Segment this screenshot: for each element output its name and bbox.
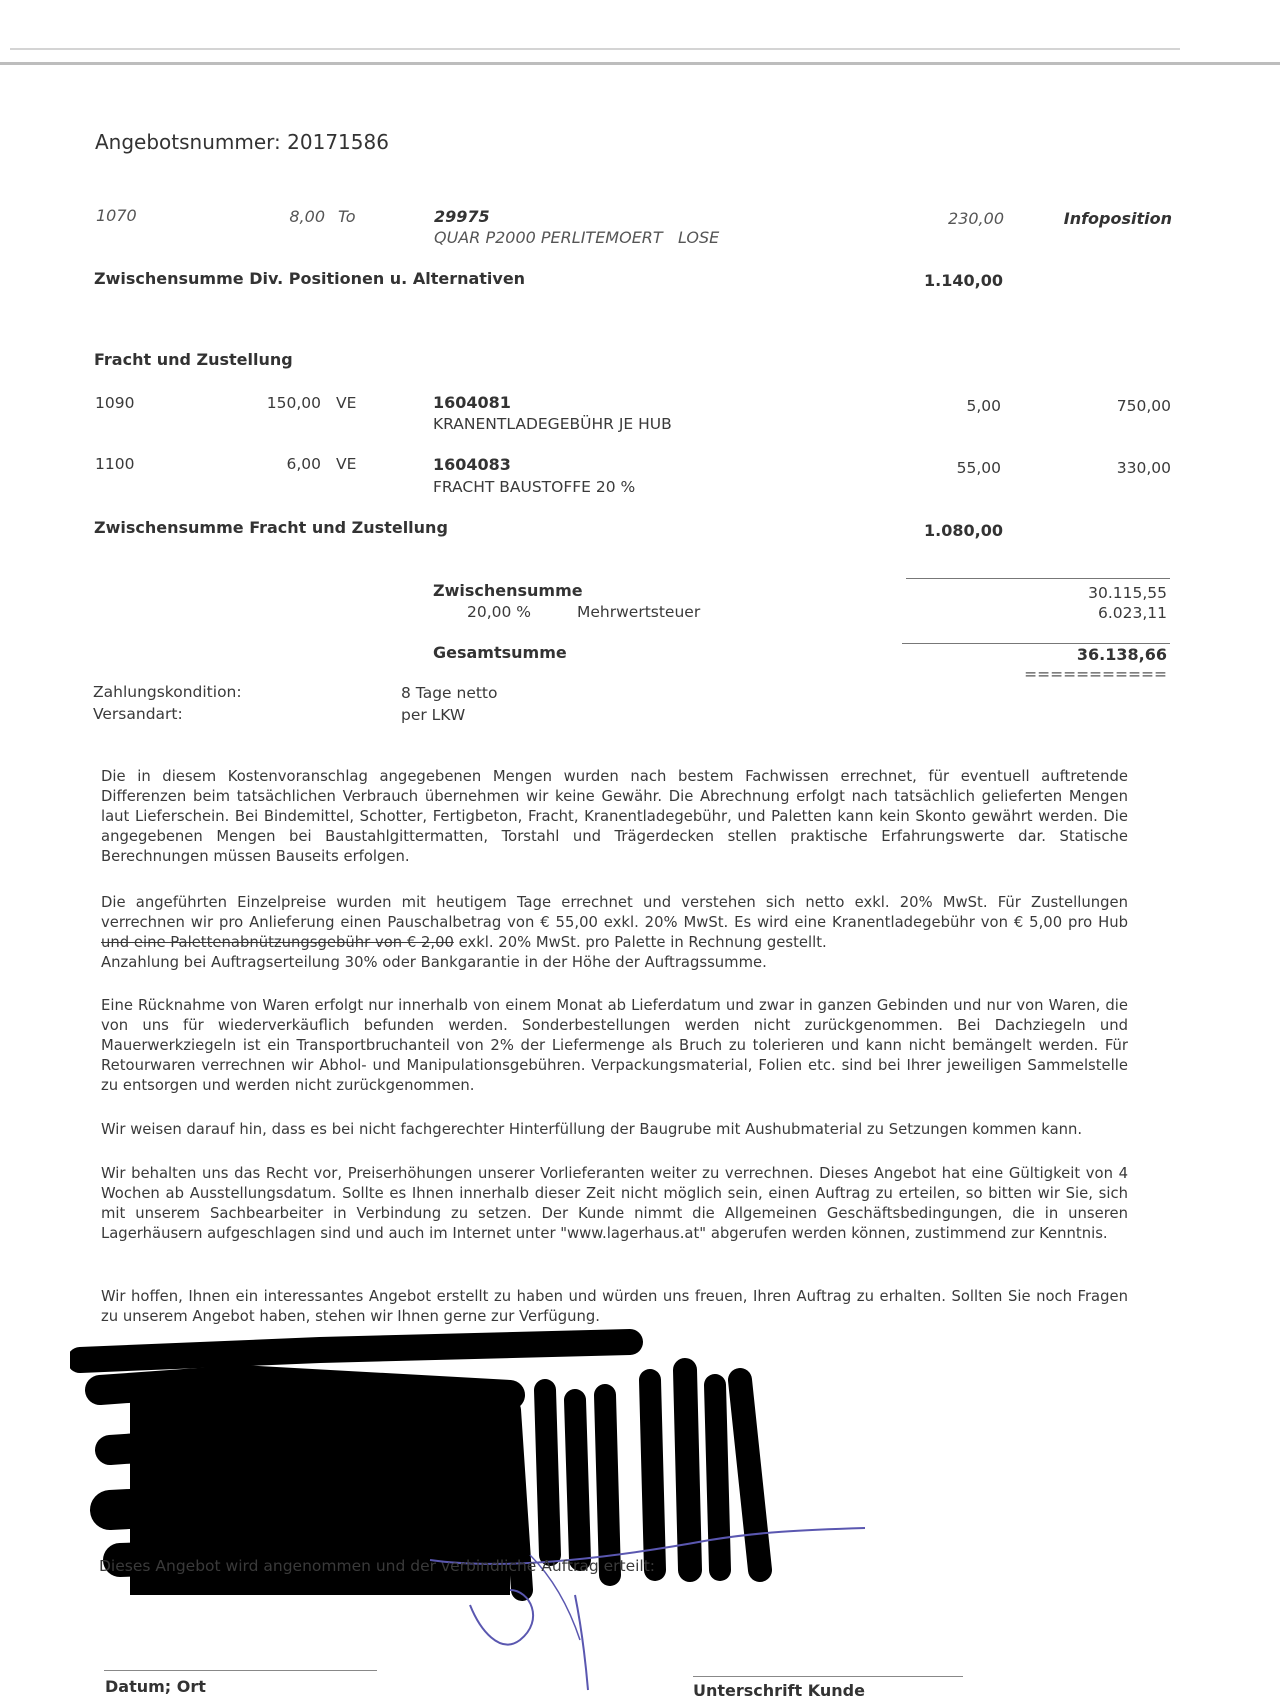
freight-total: 750,00: [1116, 397, 1171, 415]
item-unit: To: [338, 207, 356, 226]
terms-paragraph-quantities: Die in diesem Kostenvoranschlag angegebenen Mengen wurden nach bestem Fachwissen errechnet, für eventuell auftretende Differenzen beim tatsächlichen Verbrauch übernehmen wir keine Gewähr. Die Abrechnung erfolgt nach tatsächlich gelieferten Mengen laut Lieferschein. Bei Bindemittel, Schotter, Fertigbeton, Fracht, Kranentladegebühr, und Paletten kann kein Skonto gewährt werden. Die angegebenen Mengen bei Baustahlgittermatten, Torstahl und Trägerdecken stellen praktische Erfahrungswerte dar. Statische Berechnungen müssen Bauseits erfolgen.: [101, 768, 1128, 865]
freight-unit: VE: [336, 394, 357, 412]
offer-number: Angebotsnummer: 20171586: [95, 130, 389, 154]
terms-paragraph-backfill: Wir weisen darauf hin, dass es bei nicht fachgerechter Hinterfüllung der Baugrube mit Aushubmaterial zu Setzungen kommen kann.: [101, 1121, 1083, 1138]
freight-subtotal-label: Zwischensumme Fracht und Zustellung: [94, 518, 448, 537]
freight-quantity: 6,00: [286, 455, 321, 473]
freight-price: 5,00: [966, 397, 1001, 415]
freight-position: 1090: [95, 394, 135, 412]
freight-position: 1100: [95, 455, 135, 473]
subtotal-div-value: 1.140,00: [924, 271, 1003, 290]
vat-label: Mehrwertsteuer: [577, 603, 701, 621]
terms-paragraph-validity: Wir behalten uns das Recht vor, Preiserhöhungen unserer Vorlieferanten weiter zu verrechnen. Dieses Angebot hat eine Gültigkeit von 4 Wochen ab Ausstellungsdatum. Sollte es Ihnen innerhalb dieser Zeit nicht möglich sein, einen Auftrag zu erteilen, so bitten wir Sie, sich mit unserem Sachbearbeiter in Verbindung zu setzen. Der Kunde nimmt die Allgemeinen Geschäftsbedingungen, die in unseren Lagerhäusern aufgeschlagen sind und auch im Internet unter "www.lagerhaus.at" abgerufen werden können, zustimmend zur Kenntnis.: [101, 1165, 1128, 1242]
freight-quantity: 150,00: [266, 394, 321, 412]
totals-rule-bottom: [902, 643, 1170, 644]
scan-top-edge: [10, 48, 1180, 50]
item-description-extra: LOSE: [678, 228, 720, 247]
date-place-label: Datum; Ort: [105, 1677, 206, 1696]
vat-rate: 20,00 %: [467, 603, 532, 621]
terms-prices-text: Die angeführten Einzelpreise wurden mit heutigem Tage errechnet und verstehen sich netto exkl. 20% MwSt. Für Zustellungen verrechnen wir pro Anlieferung einen Pauschalbetrag von € 55,00 exkl. 20% MwSt. Es wird eine Kranentladegebühr von € 5,00 pro Hub: [101, 894, 1128, 931]
terms-prices-text-end: exkl. 20% MwSt. pro Palette in Rechnung gestellt.: [453, 934, 827, 951]
freight-price: 55,00: [956, 459, 1001, 477]
terms-paragraph-returns: Eine Rücknahme von Waren erfolgt nur innerhalb von einem Monat ab Lieferdatum und zwar in ganzen Gebinden und nur von Waren, die von uns für wiederverkäuflich befunden werden. Sonderbestellungen werden nicht zurückgenommen. Bei Dachziegeln und Mauerwerkziegeln ist ein Transportbruchanteil von 2% der Liefermenge als Bruch zu tolerieren und kann nicht bemängelt werden. Für Retourwaren verrechnen wir Abhol- und Manipulationsgebühren. Verpackungsmaterial, Folien etc. sind bei Ihrer jeweiligen Sammelstelle zu entsorgen und werden nicht zurückgenommen.: [101, 997, 1128, 1094]
signature-label: Unterschrift Kunde: [693, 1681, 865, 1700]
subtotal-value: 30.115,55: [1088, 584, 1167, 602]
freight-article: 1604083: [433, 455, 511, 474]
item-description: QUAR P2000 PERLITEMOERT: [434, 228, 663, 247]
scan-top-border: [0, 62, 1280, 65]
freight-subtotal-value: 1.080,00: [924, 521, 1003, 540]
terms-down-payment: Anzahlung bei Auftragserteilung 30% oder Bankgarantie in der Höhe der Auftragssumme.: [101, 954, 767, 971]
totals-rule-top: [906, 578, 1170, 579]
signature-line: [693, 1676, 963, 1677]
item-price: 230,00: [948, 209, 1004, 228]
subtotal-label: Zwischensumme: [433, 581, 583, 600]
item-note: Infoposition: [1063, 209, 1172, 228]
shipping-value: per LKW: [401, 706, 466, 724]
freight-description: KRANENTLADEGEBÜHR JE HUB: [433, 415, 672, 433]
grand-total-double-underline: ===========: [1024, 665, 1167, 683]
acceptance-text: Dieses Angebot wird angenommen und der verbindliche Auftrag erteilt:: [99, 1557, 656, 1575]
grand-total-label: Gesamtsumme: [433, 643, 567, 662]
payment-value: 8 Tage netto: [401, 684, 498, 702]
freight-article: 1604081: [433, 393, 511, 412]
item-article: 29975: [434, 207, 490, 226]
vat-value: 6.023,11: [1097, 604, 1167, 622]
grand-total-value: 36.138,66: [1076, 645, 1167, 664]
item-quantity: 8,00: [289, 207, 325, 226]
subtotal-div-label: Zwischensumme Div. Positionen u. Alternativen: [94, 269, 526, 288]
freight-heading: Fracht und Zustellung: [94, 350, 293, 369]
terms-paragraph-prices: [101, 893, 1128, 973]
item-position: 1070: [96, 206, 137, 225]
terms-paragraph-closing: Wir hoffen, Ihnen ein interessantes Angebot erstellt zu haben und würden uns freuen, Ihren Auftrag zu erhalten. Sollten Sie noch Fragen zu unserem Angebot haben, stehen wir Ihnen gerne zur Verfügung.: [101, 1288, 1128, 1325]
payment-label: Zahlungskondition:: [93, 683, 242, 701]
terms-struck-text: und eine Palettenabnützungsgebühr von € 2,00: [101, 934, 454, 951]
date-place-line: [104, 1670, 377, 1671]
freight-description: FRACHT BAUSTOFFE 20 %: [433, 478, 636, 496]
shipping-label: Versandart:: [93, 705, 183, 723]
freight-unit: VE: [336, 455, 357, 473]
freight-total: 330,00: [1116, 459, 1171, 477]
